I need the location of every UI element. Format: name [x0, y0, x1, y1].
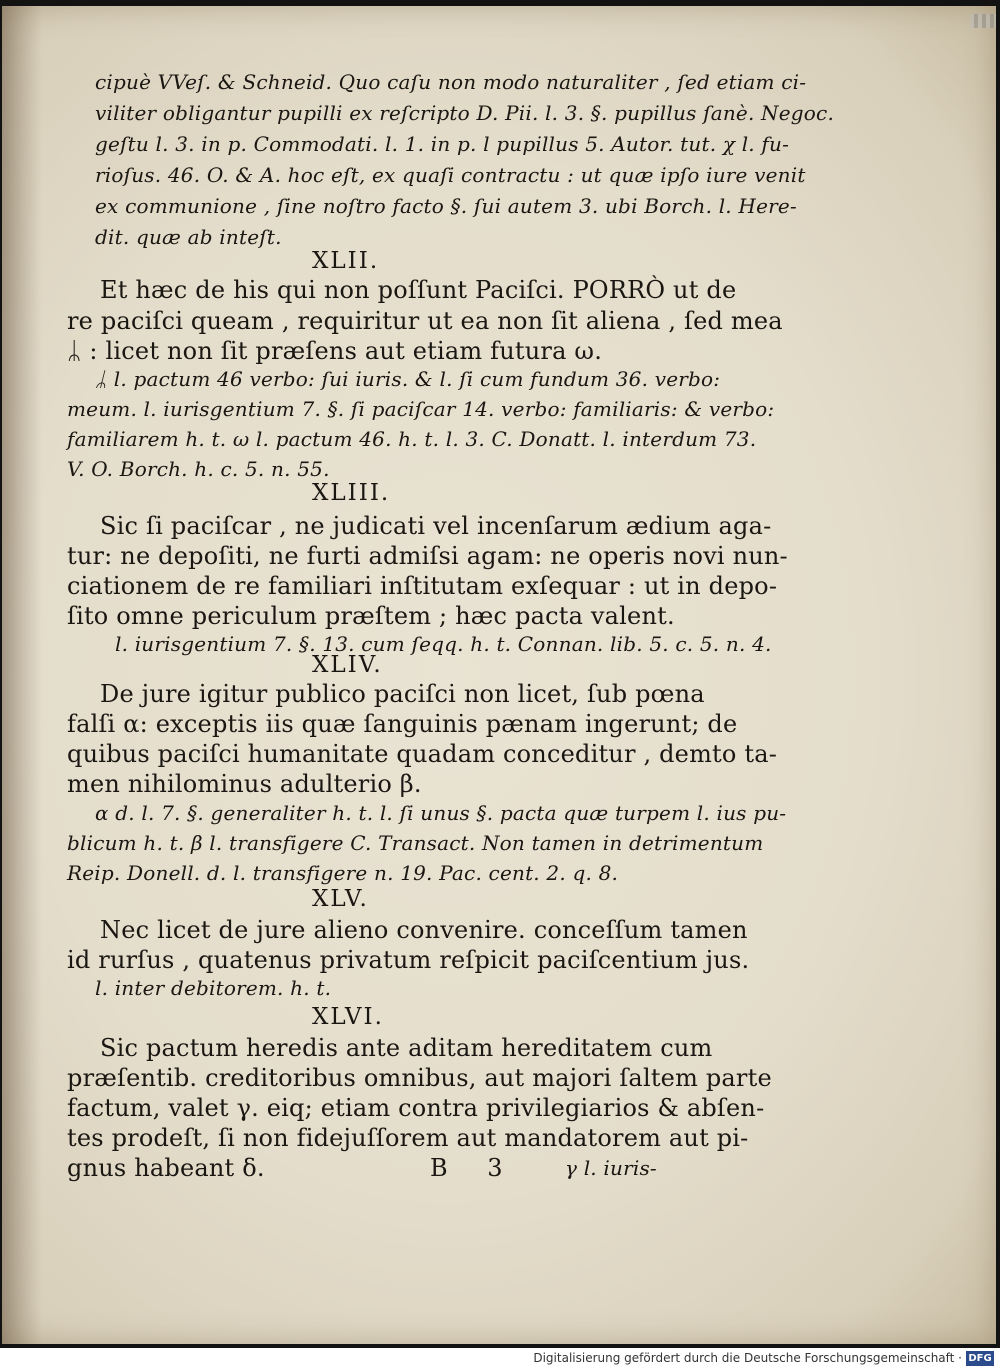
citation-line: ex communione , ſine noſtro facto §. ſui autem 3. ubi Borch. l. Here- [95, 194, 797, 218]
body-text-line: Sic pactum heredis ante aditam hereditatem cum [100, 1034, 713, 1062]
body-text-line: gnus habeant δ. [67, 1154, 265, 1182]
signature-mark: B 3 [430, 1154, 519, 1182]
section-heading: XLVI. [312, 1004, 384, 1030]
body-text-line: tur: ne depoſiti, ne furti admiſsi agam: ne operis novi nun- [67, 542, 788, 570]
body-text-line: factum, valet γ. eiq; etiam contra privilegiarios & abſen- [67, 1094, 765, 1122]
catchword: γ l. iuris- [565, 1156, 657, 1180]
page-gutter-shadow [2, 6, 42, 1344]
citation-line: familiarem h. t. ω l. pactum 46. h. t. l. 3. C. Donatt. l. interdum 73. [67, 427, 757, 451]
dfg-credit-text: Digitalisierung gefördert durch die Deutsche Forschungsgemeinschaft · [533, 1351, 962, 1365]
body-text-line: tes prodeſt, ſi non fidejuſſorem aut mandatorem aut pi- [67, 1124, 749, 1152]
scan-color-bar [970, 14, 996, 28]
section-heading: XLIII. [312, 480, 391, 506]
citation-line: l. iurisgentium 7. §. 13. cum ſeqq. h. t. Connan. lib. 5. c. 5. n. 4. [115, 632, 772, 656]
citation-line: blicum h. t. β l. transfigere C. Transact. Non tamen in detrimentum [67, 831, 764, 855]
section-heading: XLII. [312, 248, 380, 274]
citation-line: V. O. Borch. h. c. 5. n. 55. [67, 457, 330, 481]
citation-line: dit. quæ ab inteſt. [95, 225, 282, 249]
body-text-line: ciationem de re familiari inſtitutam exſequar : ut in depo- [67, 572, 778, 600]
citation-line: ᛦ l. pactum 46 verbo: ſui iuris. & l. ſi cum fundum 36. verbo: [95, 367, 721, 391]
citation-line: viliter obligantur pupilli ex reſcripto D. Pii. l. 3. §. pupillus ſanè. Negoc. [95, 101, 834, 125]
citation-line: geſtu l. 3. in p. Commodati. l. 1. in p. l pupillus 5. Autor. tut. χ l. fu- [95, 132, 790, 156]
body-text-line: re paciſci queam , requiritur ut ea non ſit aliena , ſed mea [67, 307, 783, 335]
citation-line: l. inter debitorem. h. t. [95, 976, 332, 1000]
body-text-line: id rurſus , quatenus privatum reſpicit paciſcentium jus. [67, 946, 750, 974]
body-text-line: Sic ſi paciſcar , ne judicati vel incenſarum ædium aga- [100, 512, 772, 540]
footer-bar [0, 1348, 1000, 1370]
body-text-line: falſi α: exceptis iis quæ ſanguinis pænam ingerunt; de [67, 710, 738, 738]
body-text-line: præſentib. creditoribus omnibus, aut majori ſaltem parte [67, 1064, 772, 1092]
body-text-line: De jure igitur publico paciſci non licet, ſub pœna [100, 680, 705, 708]
citation-line: α d. l. 7. §. generaliter h. t. l. ſi unus §. pacta quæ turpem l. ius pu- [95, 801, 787, 825]
body-text-line: ſito omne periculum præſtem ; hæc pacta valent. [67, 602, 675, 630]
body-text-line: ᛦ : licet non ſit præſens aut etiam futura ω. [67, 337, 603, 365]
section-heading: XLIV. [312, 652, 383, 678]
body-text-line: Et hæc de his qui non poſſunt Paciſci. PORRÒ ut de [100, 276, 737, 304]
body-text-line: men nihilominus adulterio β. [67, 770, 422, 798]
body-text-line: quibus paciſci humanitate quadam conceditur , demto ta- [67, 740, 778, 768]
citation-line: Reip. Donell. d. l. transfigere n. 19. Pac. cent. 2. q. 8. [67, 861, 619, 885]
citation-line: meum. l. iurisgentium 7. §. ſi paciſcar 14. verbo: familiaris: & verbo: [67, 397, 775, 421]
dfg-logo: DFG [966, 1351, 994, 1366]
citation-line: cipuè VVeſ. & Schneid. Quo caſu non modo naturaliter , ſed etiam ci- [95, 70, 807, 94]
citation-line: rioſus. 46. O. & A. hoc eſt, ex quaſi contractu : ut quæ ipſo iure venit [95, 163, 806, 187]
section-heading: XLV. [312, 886, 369, 912]
body-text-line: Nec licet de jure alieno convenire. conceſſum tamen [100, 916, 748, 944]
